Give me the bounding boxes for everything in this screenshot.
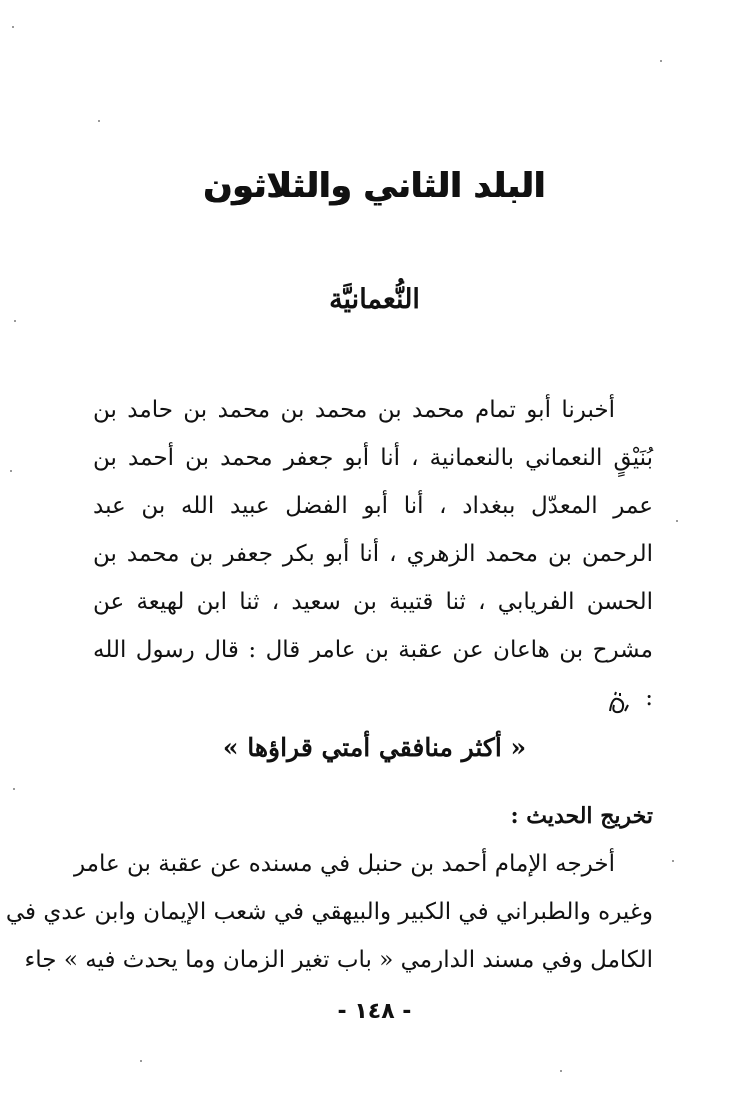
place-title: النُّعمانيَّة xyxy=(329,284,420,315)
scan-speck xyxy=(12,26,14,28)
isnad-line: مشرح بن هاعان عن عقبة بن عامر قال : قال رسول الله xyxy=(93,637,653,663)
salawat-seal-icon xyxy=(606,686,630,712)
isnad-line: الحسن الفريابي ، ثنا قتيبة بن سعيد ، ثنا ابن لهيعة عن xyxy=(93,589,653,615)
takhrij-heading: تخريج الحديث : xyxy=(510,803,653,829)
scan-speck xyxy=(98,120,100,122)
isnad-line: الرحمن بن محمد الزهري ، أنا أبو بكر جعفر بن محمد بن xyxy=(93,541,653,567)
page-number: - ١٤٨ - xyxy=(337,999,412,1024)
scan-speck xyxy=(13,788,15,790)
scan-speck xyxy=(676,520,678,522)
hadith-text: « أكثر منافقي أمتي قراؤها » xyxy=(222,733,527,762)
isnad-line: بُنَيْقٍ النعماني بالنعمانية ، أنا أبو جعفر محمد بن أحمد بن xyxy=(93,445,653,471)
chapter-title: البلد الثاني والثلاثون xyxy=(203,166,546,206)
scan-speck xyxy=(140,1060,142,1062)
salutation-colon: : xyxy=(645,685,653,711)
takhrij-paragraph xyxy=(5,840,653,984)
scan-speck xyxy=(660,60,662,62)
scan-speck xyxy=(10,470,12,472)
takhrij-line: وغيره والطبراني في الكبير والبيهقي في شعب الإيمان وابن عدي في xyxy=(5,899,653,925)
takhrij-line: الكامل وفي مسند الدارمي « باب تغير الزمان وما يحدث فيه » جاء xyxy=(24,947,653,973)
isnad-line: عمر المعدّل ببغداد ، أنا أبو الفضل عبيد الله بن عبد xyxy=(93,493,653,519)
scan-speck xyxy=(14,320,16,322)
isnad-line: أخبرنا أبو تمام محمد بن محمد بن محمد بن حامد بن xyxy=(93,397,615,423)
salutation-line xyxy=(93,674,653,722)
isnad-paragraph xyxy=(93,386,653,722)
scan-speck xyxy=(560,1070,562,1072)
takhrij-line: أخرجه الإمام أحمد بن حنبل في مسنده عن عقبة بن عامر xyxy=(73,851,615,877)
scan-speck xyxy=(672,860,674,862)
